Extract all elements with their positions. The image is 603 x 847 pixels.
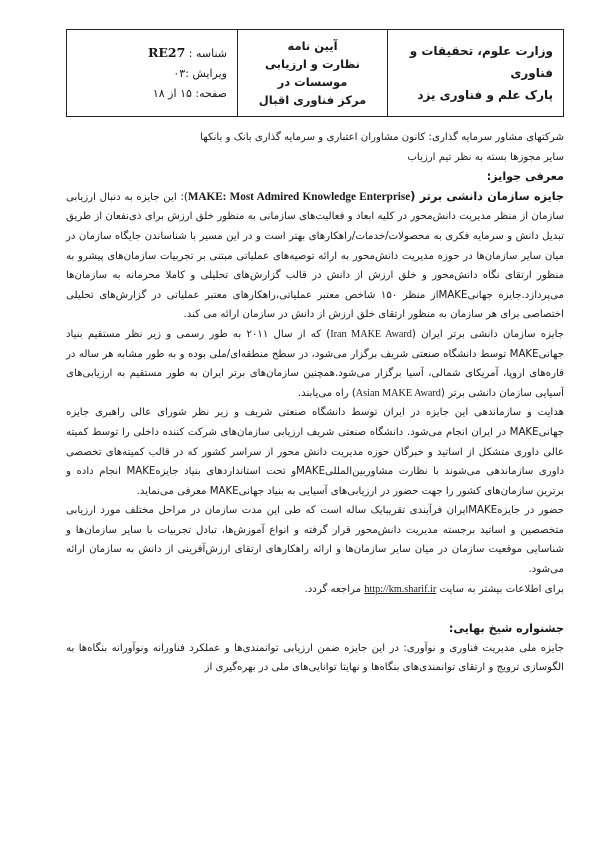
section-heading-awards: معرفی جوایز: <box>486 170 564 184</box>
participation-paragraph: حضور در جایزهMAKEایران فرآیندی تقریبایک ساله است که طی این مدت سازمان در مراحل مختلف مورد ارزیابی متخصصین و اساتید برجسته مدیریت دانش‌محور قرار گرفته و انواع آموزش‌ها، تبادل تجربیات با سایر سازمان‌ها و شناسایی موقعیت سازمان در میان سایر سازمان‌ها و ارائه راهکارهای ارتقای ارزش‌آفرینی از دانش به سازمان ارائه می‌شود. <box>66 505 564 576</box>
section-heading-sheikh-bahaei: جشنواره شیخ بهایی: <box>448 622 564 636</box>
make-award-subheading-tail: ): این جایزه به <box>124 191 188 203</box>
ministry-cell <box>388 30 563 116</box>
website-link[interactable]: http://km.sharif.ir <box>364 583 437 595</box>
iran-make-paragraph <box>66 325 564 403</box>
document-meta-cell <box>67 30 238 116</box>
list-item: شرکتهای مشاور سرمایه گذاری: کانون مشاوران اعتباری و سرمایه گذاری بانک و بانکها <box>200 132 564 143</box>
more-info-paragraph <box>66 580 564 600</box>
document-body <box>66 128 564 678</box>
make-award-english-title: MAKE: Most Admired Knowledge Enterprise <box>187 190 411 203</box>
document-title-line2: نظارت و ارزیابی موسسات در <box>265 57 360 89</box>
document-code-label: شناسه : <box>188 46 227 60</box>
page-number: صفحه: ۱۵ از ۱۸ <box>152 86 227 100</box>
iran-make-award-name: Iran MAKE Award <box>330 328 412 340</box>
document-title-line3: مرکز فناوری اقبال <box>258 93 367 107</box>
more-info-text-start: برای اطلاعات بیشتر به سایت <box>439 583 564 595</box>
section-spacer <box>66 599 564 619</box>
document-code <box>77 43 227 64</box>
asian-make-award-name: Asian MAKE Award <box>355 387 441 399</box>
more-info-text-end: مراجعه گردد. <box>304 583 362 595</box>
list-item: سایر مجوزها بسته به نظر تیم ارزیاب <box>407 151 564 163</box>
document-version: ویرایش :۰۳ <box>173 66 227 80</box>
document-title-cell <box>238 30 388 116</box>
iran-make-text-start: جایزه سازمان دانشی برتر ایران ( <box>411 328 564 340</box>
iran-make-text-mid: ) که از سال ۲۰۱۱ به طور رسمی و زیر نظر مستقیم بنیاد جهانیMAKE توسط دانشگاه صنعتی شریف برگزار می‌شود، در سطح منطقه‌ای/ملی بوده و به طور مشابه هر ساله در قاره‌های اروپا، آمریکای شمالی، آسیا برگزار می‌شود.همچنین سازمان‌های برتر ایران به طور مستقیم به ارزیابی‌های آسیایی سازمان دانشی برتر ( <box>66 328 564 399</box>
document-title-line1: آیین نامه <box>287 39 338 53</box>
iran-make-text-end: ) راه می‌یابند. <box>297 387 356 399</box>
make-award-description: دنبال ارزیابی سازمان از منظر مدیریت دانش‌محور در کلیه ابعاد و فعالیت‌های سازمانی به منظور خلق ارزش برای ذی‌نفعان از طریق تبدیل دانش و سرمایه فکری به محصولات/خدمات/راهکارهای بهتر است و در این مسیر با شناساندن جایگاه سازمان در میان سایر سازمان‌ها در حوزه مدیریت دانش‌محور به ارائه توصیه‌های عملیاتی مبتنی بر تجربیات سازمان‌های پیشرو به منظور ارتقای نگاه دانش‌محور و خلق ارزش از دانش در قالب گزارش‌های تحلیلی و کاملا محرمانه به سازمان‌ها می‌پردازد.جایزه جهانیMAKEاز منظر ۱۵۰ شاخص معتبر عملیاتی،راهکارهای معتبر عملیاتی در گزارش‌های تحلیلی اختصاصی برای هر سازمان به منظور ارتقای خلق ارزش از دانش در سازمان ارائه می کند. <box>66 191 564 321</box>
make-award-paragraph <box>66 187 564 325</box>
organization-paragraph: هدایت و سازماندهی این جایزه در ایران توسط دانشگاه صنعتی شریف و زیر نظر شورای عالی راهبری جایزه جهانیMAKE در ایران انجام می‌شود. دانشگاه صنعتی شریف ارزیابی سازمان‌های شرکت کننده داخلی را توسط کمیته عالی داوری متشکل از اساتید و خبرگان حوزه مدیریت دانش محور از سراسر کشور که در قالب کمیته‌های تخصصی داوری سازماندهی می‌شوند با نظارت مشاوربین‌المللیMAKEو تحت استانداردهای بنیاد جایزهMAKE انجام داده و برترین سازمان‌های کشور را جهت حضور در ارزیابی‌های آسیایی به بنیاد جهانیMAKE معرفی می‌نماید. <box>66 407 564 497</box>
document-header <box>66 29 564 117</box>
park-name: پارک علم و فناوری یزد <box>417 88 553 102</box>
make-award-subheading: جایزه سازمان دانشی برتر ( <box>410 189 564 203</box>
ministry-name: وزارت علوم، تحقیقات و فناوری <box>409 44 553 80</box>
national-award-paragraph: جایزه ملی مدیریت فناوری و نوآوری: در این جایزه ضمن ارزیابی توانمندی‌ها و عملکرد فناورانه ونوآورانه بنگاه‌ها به الگوسازی ترویج و ارتقای توانمندی‌های بنگاه‌ها و نهایتا توانایی‌های ملی در بهره‌گیری از <box>66 642 564 674</box>
document-code-value: RE27 <box>147 44 186 60</box>
